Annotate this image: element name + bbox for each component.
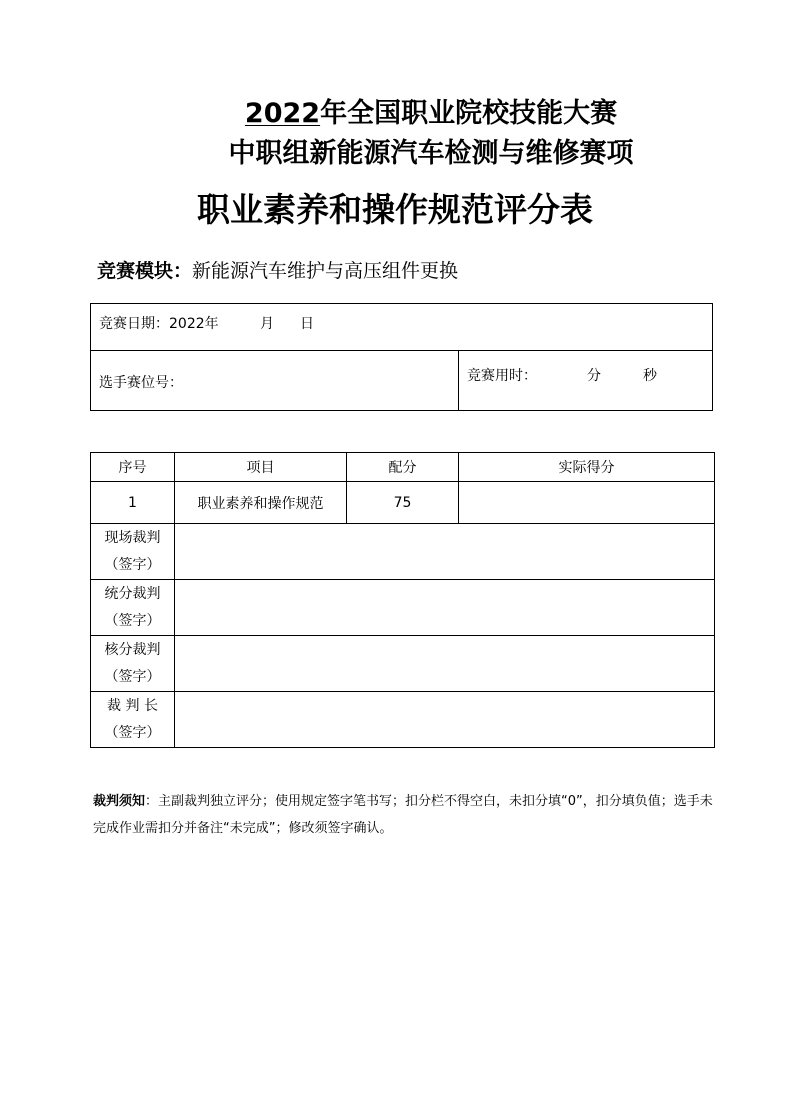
row-actual-score[interactable]: [459, 482, 715, 524]
signature-field[interactable]: [175, 524, 715, 580]
row-index: 1: [91, 482, 175, 524]
table-header-row: [91, 453, 715, 482]
time-label: 竞赛用时：: [467, 368, 537, 384]
signature-role-name: 核分裁判: [104, 641, 161, 658]
score-table: [90, 452, 715, 748]
signature-role: [91, 692, 175, 748]
second-label: 秒: [643, 368, 657, 384]
signature-field[interactable]: [175, 580, 715, 636]
module-value: 新能源汽车维护与高压组件更换: [192, 260, 459, 282]
competition-module: [97, 258, 458, 284]
signature-row: [91, 580, 715, 636]
row-item: 职业素养和操作规范: [175, 482, 347, 524]
signature-row: [91, 636, 715, 692]
event-title: 中职组新能源汽车检测与维修赛项: [228, 138, 634, 169]
header-actual-score: 实际得分: [459, 453, 715, 482]
form-title: 职业素养和操作规范评分表: [197, 190, 593, 229]
signature-hint: （签字）: [104, 612, 161, 629]
table-row: [91, 482, 715, 524]
signature-role: [91, 636, 175, 692]
station-label: 选手赛位号：: [99, 375, 183, 391]
judge-notice: [93, 788, 718, 842]
signature-hint: （签字）: [104, 668, 161, 685]
month-label: 月: [260, 316, 274, 332]
notice-text: ：主副裁判独立评分；使用规定签字笔书写；扣分栏不得空白，未扣分填“0”，扣分填负值；选手未完成作业需扣分并备注“未完成”；修改须签字确认。: [93, 794, 713, 836]
row-points: 75: [347, 482, 459, 524]
signature-role: [91, 524, 175, 580]
signature-hint: （签字）: [104, 556, 161, 573]
notice-label: 裁判须知: [93, 794, 146, 809]
signature-row: [91, 692, 715, 748]
header-index: 序号: [91, 453, 175, 482]
signature-role-name: 裁 判 长: [107, 697, 158, 714]
signature-row: [91, 524, 715, 580]
signature-role-name: 统分裁判: [104, 585, 161, 602]
module-label: 竞赛模块：: [97, 260, 193, 282]
info-box: [90, 303, 713, 411]
day-label: 日: [300, 316, 314, 332]
header-points: 配分: [347, 453, 459, 482]
signature-field[interactable]: [175, 692, 715, 748]
signature-field[interactable]: [175, 636, 715, 692]
competition-title-rest: 年全国职业院校技能大赛: [320, 98, 618, 129]
signature-role-name: 现场裁判: [104, 529, 161, 546]
minute-label: 分: [587, 368, 601, 384]
signature-role: [91, 580, 175, 636]
competition-year: 2022: [244, 98, 321, 129]
header-item: 项目: [175, 453, 347, 482]
competition-title: [0, 97, 790, 131]
signature-hint: （签字）: [104, 724, 161, 741]
date-label: 竞赛日期：2022年: [99, 316, 219, 332]
